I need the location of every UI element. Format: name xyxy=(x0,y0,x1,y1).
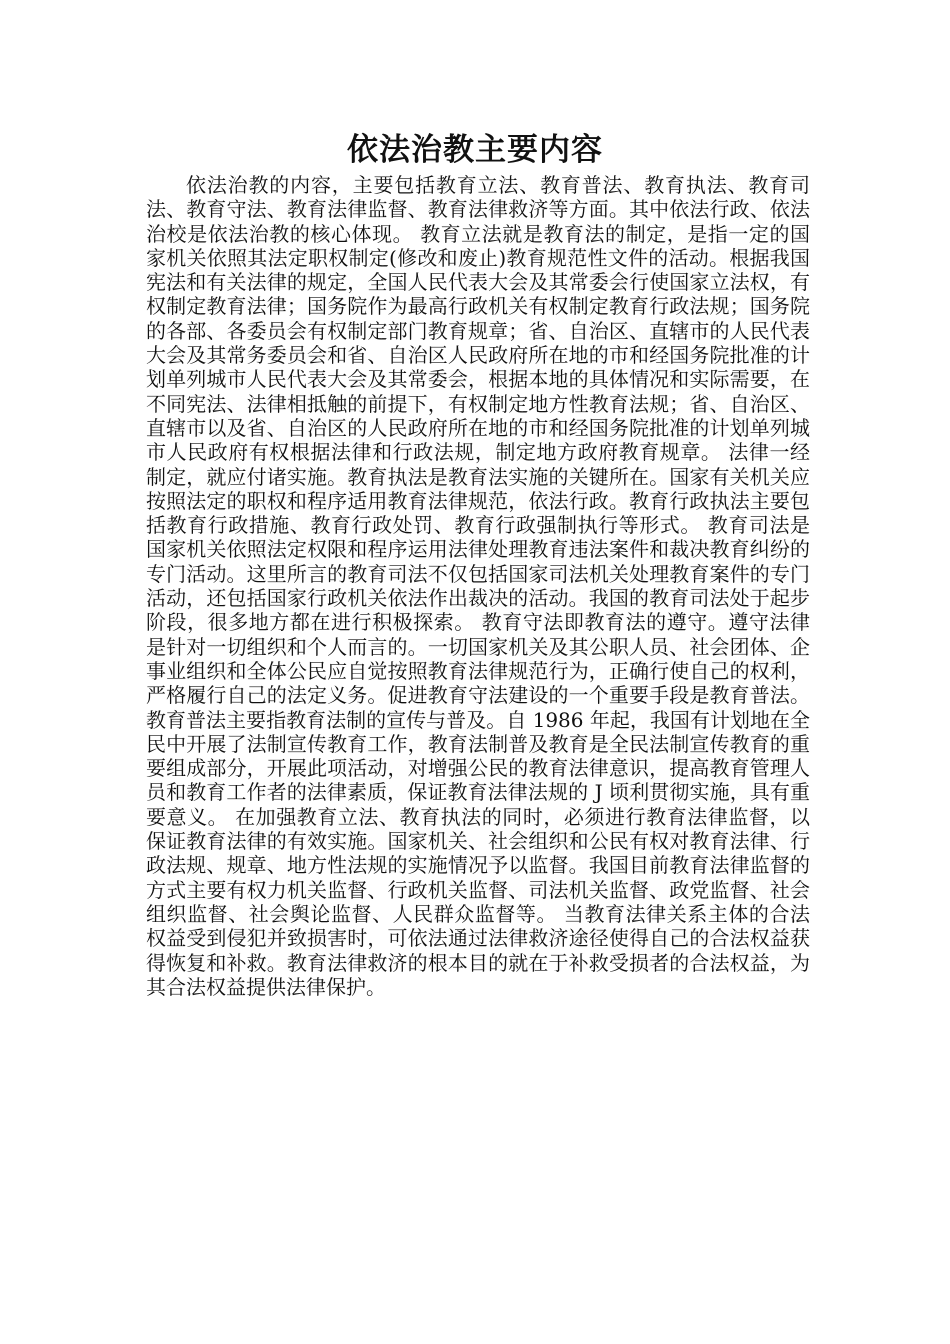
document-title: 依法治教主要内容 xyxy=(347,132,603,168)
document-body-paragraph: 依法治教的内容，主要包括教育立法、教育普法、教育执法、教育司法、教育守法、教育法律监督、教育法律救济等方面。其中依法行政、依法治校是依法治教的核心体现。 教育立法就是教育法的制定，是指一定的国家机关依照其法定职权制定(修改和废止)教育规范性文件的活动。根据我国宪法和有关法律的规定，全国人民代表大会及其常委会行使国家立法权，有权制定教育法律；国务院作为最高行政机关有权制定教育行政法规；国务院的各部、各委员会有权制定部门教育规章；省、自治区、直辖市的人民代表大会及其常务委员会和省、自治区人民政府所在地的市和经国务院批准的计划单列城市人民代表大会及其常委会，根据本地的具体情况和实际需要，在不同宪法、法律相抵触的前提下，有权制定地方性教育法规；省、自治区、直辖市以及省、自治区的人民政府所在地的市和经国务院批准的计划单列城市人民政府有权根据法律和行政法规，制定地方政府教育规章。 法律一经制定，就应付诸实施。教育执法是教育法实施的关键所在。国家有关机关应按照法定的职权和程序适用教育法律规范，依法行政。教育行政执法主要包括教育行政措施、教育行政处罚、教育行政强制执行等形式。 教育司法是国家机关依照法定权限和程序运用法律处理教育违法案件和裁决教育纠纷的专门活动。这里所言的教育司法不仅包括国家司法机关处理教育案件的专门活动，还包括国家行政机关依法作出裁决的活动。我国的教育司法处于起步阶段，很多地方都在进行积极探索。 教育守法即教育法的遵守。遵守法律是针对一切组织和个人而言的。一切国家机关及其公职人员、社会团体、企事业组织和全体公民应自觉按照教育法律规范行为，正确行使自己的权利，严格履行自己的法定义务。促进教育守法建设的一个重要手段是教育普法。教育普法主要指教育法制的宣传与普及。自 1986 年起，我国有计划地在全民中开展了法制宣传教育工作，教育法制普及教育是全民法制宣传教育的重要组成部分，开展此项活动，对增强公民的教育法律意识，提高教育管理人员和教育工作者的法律素质，保证教育法律法规的 J 顷利贯彻实施，具有重要意义。 在加强教育立法、教育执法的同时，必须进行教育法律监督，以保证教育法律的有效实施。国家机关、社会组织和公民有权对教育法律、行政法规、规章、地方性法规的实施情况予以监督。我国目前教育法律监督的方式主要有权力机关监督、行政机关监督、司法机关监督、政党监督、社会组织监督、社会舆论监督、人民群众监督等。 当教育法律关系主体的合法权益受到侵犯并致损害时，可依法通过法律救济途径使得自己的合法权益获得恢复和补救。教育法律救济的根本目的就在于补救受损者的合法权益，为其合法权益提供法律保护。 xyxy=(146,173,810,999)
